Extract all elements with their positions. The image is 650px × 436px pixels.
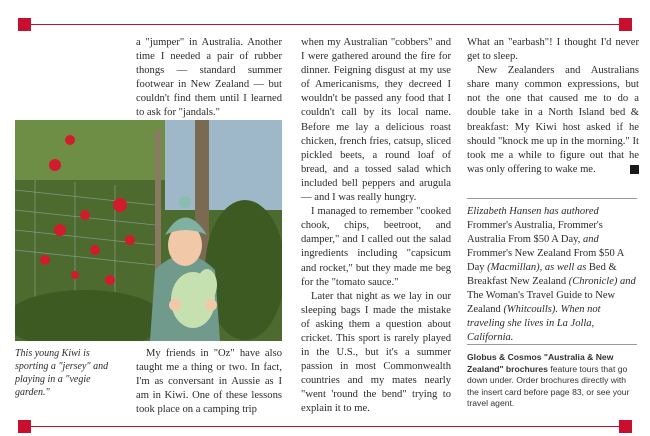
promo-title: Globus & Cosmos "Australia & New Zealand" brochures [467, 352, 614, 374]
paragraph: My friends in "Oz" have also taught me a thing or two. In fact, I'm as conversant in Aussie as I am in Kiwi. One of these lessons took place on a camping trip [136, 348, 282, 416]
paragraph: a "jumper" in Australia. Another time I needed a pair of rubber thongs — standard summer footwear in New Zealand — but couldn't find them until I learned to ask for "jandals." [136, 37, 282, 119]
corner-mark-bottom-left [18, 420, 31, 433]
column-1-bottom [136, 347, 282, 417]
book-title: Bed & Breakfast New Zealand [467, 262, 617, 287]
paragraph: What an "earbash"! I thought I'd never get to sleep. [467, 37, 639, 63]
paragraph: Later that night as we lay in our sleeping bags I made the mistake of asking them a question about cricket. This sport is rarely played in the U.S., but it's a summer passion in most Commonwealth countries and my mates nearly "went 'round the bend" trying to explain it to me. [301, 290, 451, 415]
top-rule [31, 24, 619, 25]
divider-line [467, 198, 637, 199]
photo-caption: This young Kiwi is sporting a "jersey" and playing in a "vegie garden." [15, 348, 109, 398]
bottom-rule [31, 426, 619, 427]
promo-text: feature tours that go down under. Order brochures directly with the insert card before page 83, or see your travel agent. [467, 363, 630, 408]
corner-mark-top-right [619, 18, 632, 31]
author-bio-italic: and [582, 234, 599, 245]
photo-kiwi-child [15, 120, 282, 341]
author-bio [467, 205, 639, 345]
column-1-top [136, 36, 282, 121]
paragraph-text: New Zealanders and Australians share many common expressions, but not the one that caused me to do a double take in a North Island bed & breakfast: My Kiwi host asked if he should "knock me up in the morning." It took me a while to figure out that he was only offering to wake me. [467, 65, 639, 175]
author-bio-italic: (Whitcoulls). When not traveling she lives in La Jolla, California. [467, 304, 601, 343]
book-title: The Woman's Travel Guide to New Zealand [467, 290, 616, 315]
column-3 [467, 36, 646, 177]
divider-line [467, 344, 637, 345]
photo-illustration [15, 120, 282, 341]
column-2 [301, 36, 451, 417]
corner-mark-top-left [18, 18, 31, 31]
paragraph: when my Australian "cobbers" and I were gathered around the fire for dinner. Feigning disgust at my use of Americanisms, they decreed I wouldn't be passed any food that I couldn't call by its local name. Before me lay a delicious roast chicken, french fries, catsup, sliced pickled beets, a round loaf of bread, and a tossed salad which included bell peppers and arugula — and I was really hungry. [301, 37, 451, 204]
end-of-article-icon: T [630, 165, 639, 174]
author-bio-italic: (Macmillan), as well as [487, 262, 587, 273]
author-bio-italic: (Chronicle) and [568, 276, 636, 287]
book-title: Frommer's New Zealand From $50 A Day [467, 248, 624, 273]
book-title: Frommer's Australia, Frommer's Australia From $50 A Day, [467, 220, 603, 245]
author-bio-italic: Elizabeth Hansen has authored [467, 206, 599, 217]
paragraph: I managed to remember "cooked chook, chips, beetroot, and damper," and I called out the salad ingredients including "capsicum and rocket," but they made me beg for the "tomato sauce." [301, 206, 451, 288]
paragraph [467, 64, 646, 177]
corner-mark-bottom-right [619, 420, 632, 433]
brochure-promo [467, 352, 639, 410]
